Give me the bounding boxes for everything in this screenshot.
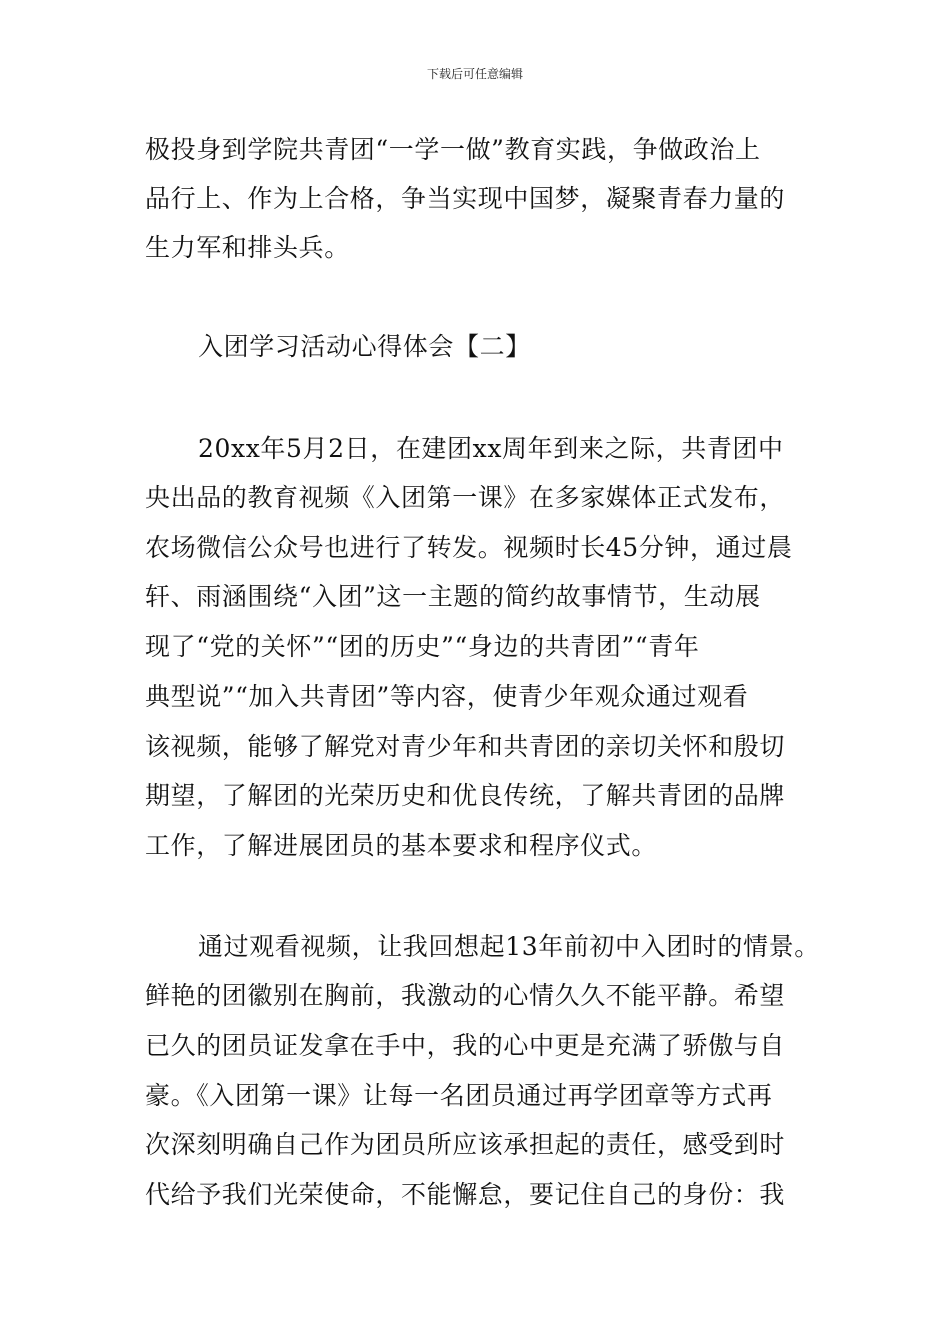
text-line: 品行上、作为上合格，争当实现中国梦，凝聚青春力量的 [145,184,786,213]
text-line: 通过观看视频，让我回想起13年前初中入团时的情景。 [198,932,820,961]
text-line: 工作，了解进展团员的基本要求和程序仪式。 [145,831,658,860]
text-line: 极投身到学院共青团“一学一做”教育实践，争做政治上 [145,135,761,164]
text-line: 现了“党的关怀”“团的历史”“身边的共青团”“青年 [145,632,700,661]
text-line: 央出品的教育视频《入团第一课》在多家媒体正式发布， [145,483,786,512]
text-line: 已久的团员证发拿在手中，我的心中更是充满了骄傲与自 [145,1031,786,1060]
text-line: 轩、雨涵围绕“入团”这一主题的简约故事情节，生动展 [145,582,761,611]
text-line: 鲜艳的团徽别在胸前，我激动的心情久久不能平静。希望 [145,981,786,1010]
text-line: 20xx年5月2日，在建团xx周年到来之际，共青团中 [198,434,784,463]
text-line: 农场微信公众号也进行了转发。视频时长45分钟，通过晨 [145,533,793,562]
section-heading: 入团学习活动心得体会【二】 [198,332,531,361]
text-line: 代给予我们光荣使命，不能懈怠，要记住自己的身份：我 [145,1180,786,1209]
text-line: 该视频，能够了解党对青少年和共青团的亲切关怀和殷切 [145,732,786,761]
text-line: 典型说”“加入共青团”等内容，使青少年观众通过观看 [145,682,749,711]
text-line: 次深刻明确自己作为团员所应该承担起的责任，感受到时 [145,1130,786,1159]
page-header: 下载后可任意编辑 [426,67,523,81]
text-line: 生力军和排头兵。 [145,233,350,262]
text-line: 期望，了解团的光荣历史和优良传统，了解共青团的品牌 [145,781,786,810]
text-line: 豪。《入团第一课》让每一名团员通过再学团章等方式再 [145,1081,773,1110]
